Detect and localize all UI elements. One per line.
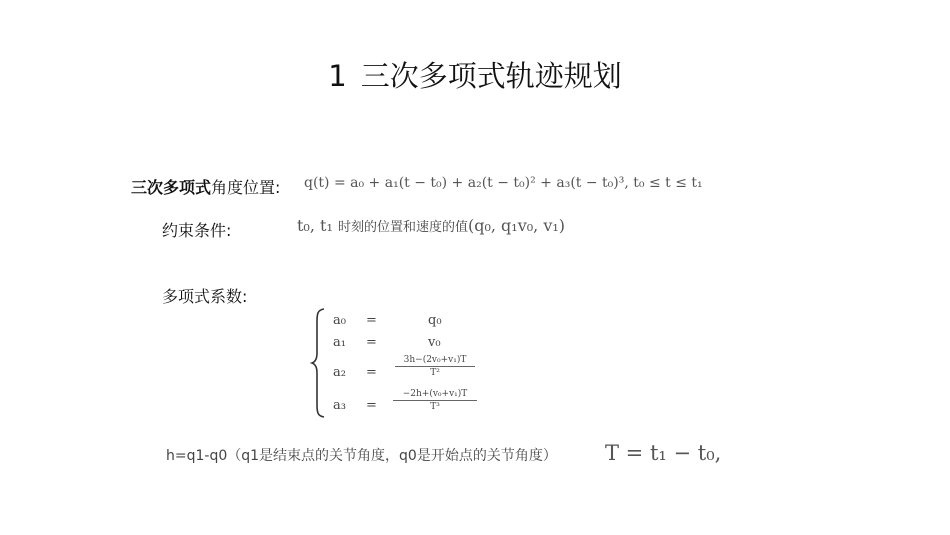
position-label xyxy=(131,175,280,198)
coef-a0-eq: = xyxy=(366,313,377,328)
coef-a3-lhs: a₃ xyxy=(333,398,346,413)
slide-title xyxy=(0,54,950,95)
coefficients-label: 多项式系数: xyxy=(162,287,248,306)
constraint-text xyxy=(297,216,565,235)
coef-a3-numerator: −2h+(v₀+v₁)T xyxy=(393,389,477,401)
constraint-times: t₀, t₁ xyxy=(297,216,333,235)
coef-a3-denominator: T³ xyxy=(430,402,440,412)
coef-a0-rhs: q₀ xyxy=(428,313,442,328)
coef-a2-eq: = xyxy=(366,365,377,380)
title-number: 1 xyxy=(328,59,347,93)
position-label-rest: 角度位置: xyxy=(211,178,281,197)
coef-a0-lhs: a₀ xyxy=(333,313,346,328)
coef-a2-denominator: T² xyxy=(430,368,440,378)
h-definition: h=q1-q0（q1是结束点的关节角度，q0是开始点的关节角度） xyxy=(166,448,557,464)
title-text: 三次多项式轨迹规划 xyxy=(360,59,622,93)
left-brace xyxy=(310,307,326,419)
coef-a2-fraction xyxy=(395,355,475,378)
position-formula: q(t) = a₀ + a₁(t − t₀) + a₂(t − t₀)² + a₃(t − t₀)³, t₀ ≤ t ≤ t₁ xyxy=(304,175,703,191)
constraint-label: 约束条件: xyxy=(162,221,232,240)
constraint-desc: 时刻的位置和速度的值 xyxy=(337,220,468,235)
coef-a1-rhs: v₀ xyxy=(428,335,441,350)
position-label-bold: 三次多项式 xyxy=(131,178,212,197)
coef-a1-lhs: a₁ xyxy=(333,335,346,350)
coef-a3-fraction xyxy=(393,389,477,412)
T-definition: T = t₁ − t₀, xyxy=(605,441,722,465)
coef-a1-eq: = xyxy=(366,335,377,350)
constraint-values: (q₀, q₁v₀, v₁) xyxy=(467,216,566,235)
coef-a3-eq: = xyxy=(366,398,377,413)
coef-a2-lhs: a₂ xyxy=(333,365,346,380)
coef-a2-numerator: 3h−(2v₀+v₁)T xyxy=(395,355,475,367)
